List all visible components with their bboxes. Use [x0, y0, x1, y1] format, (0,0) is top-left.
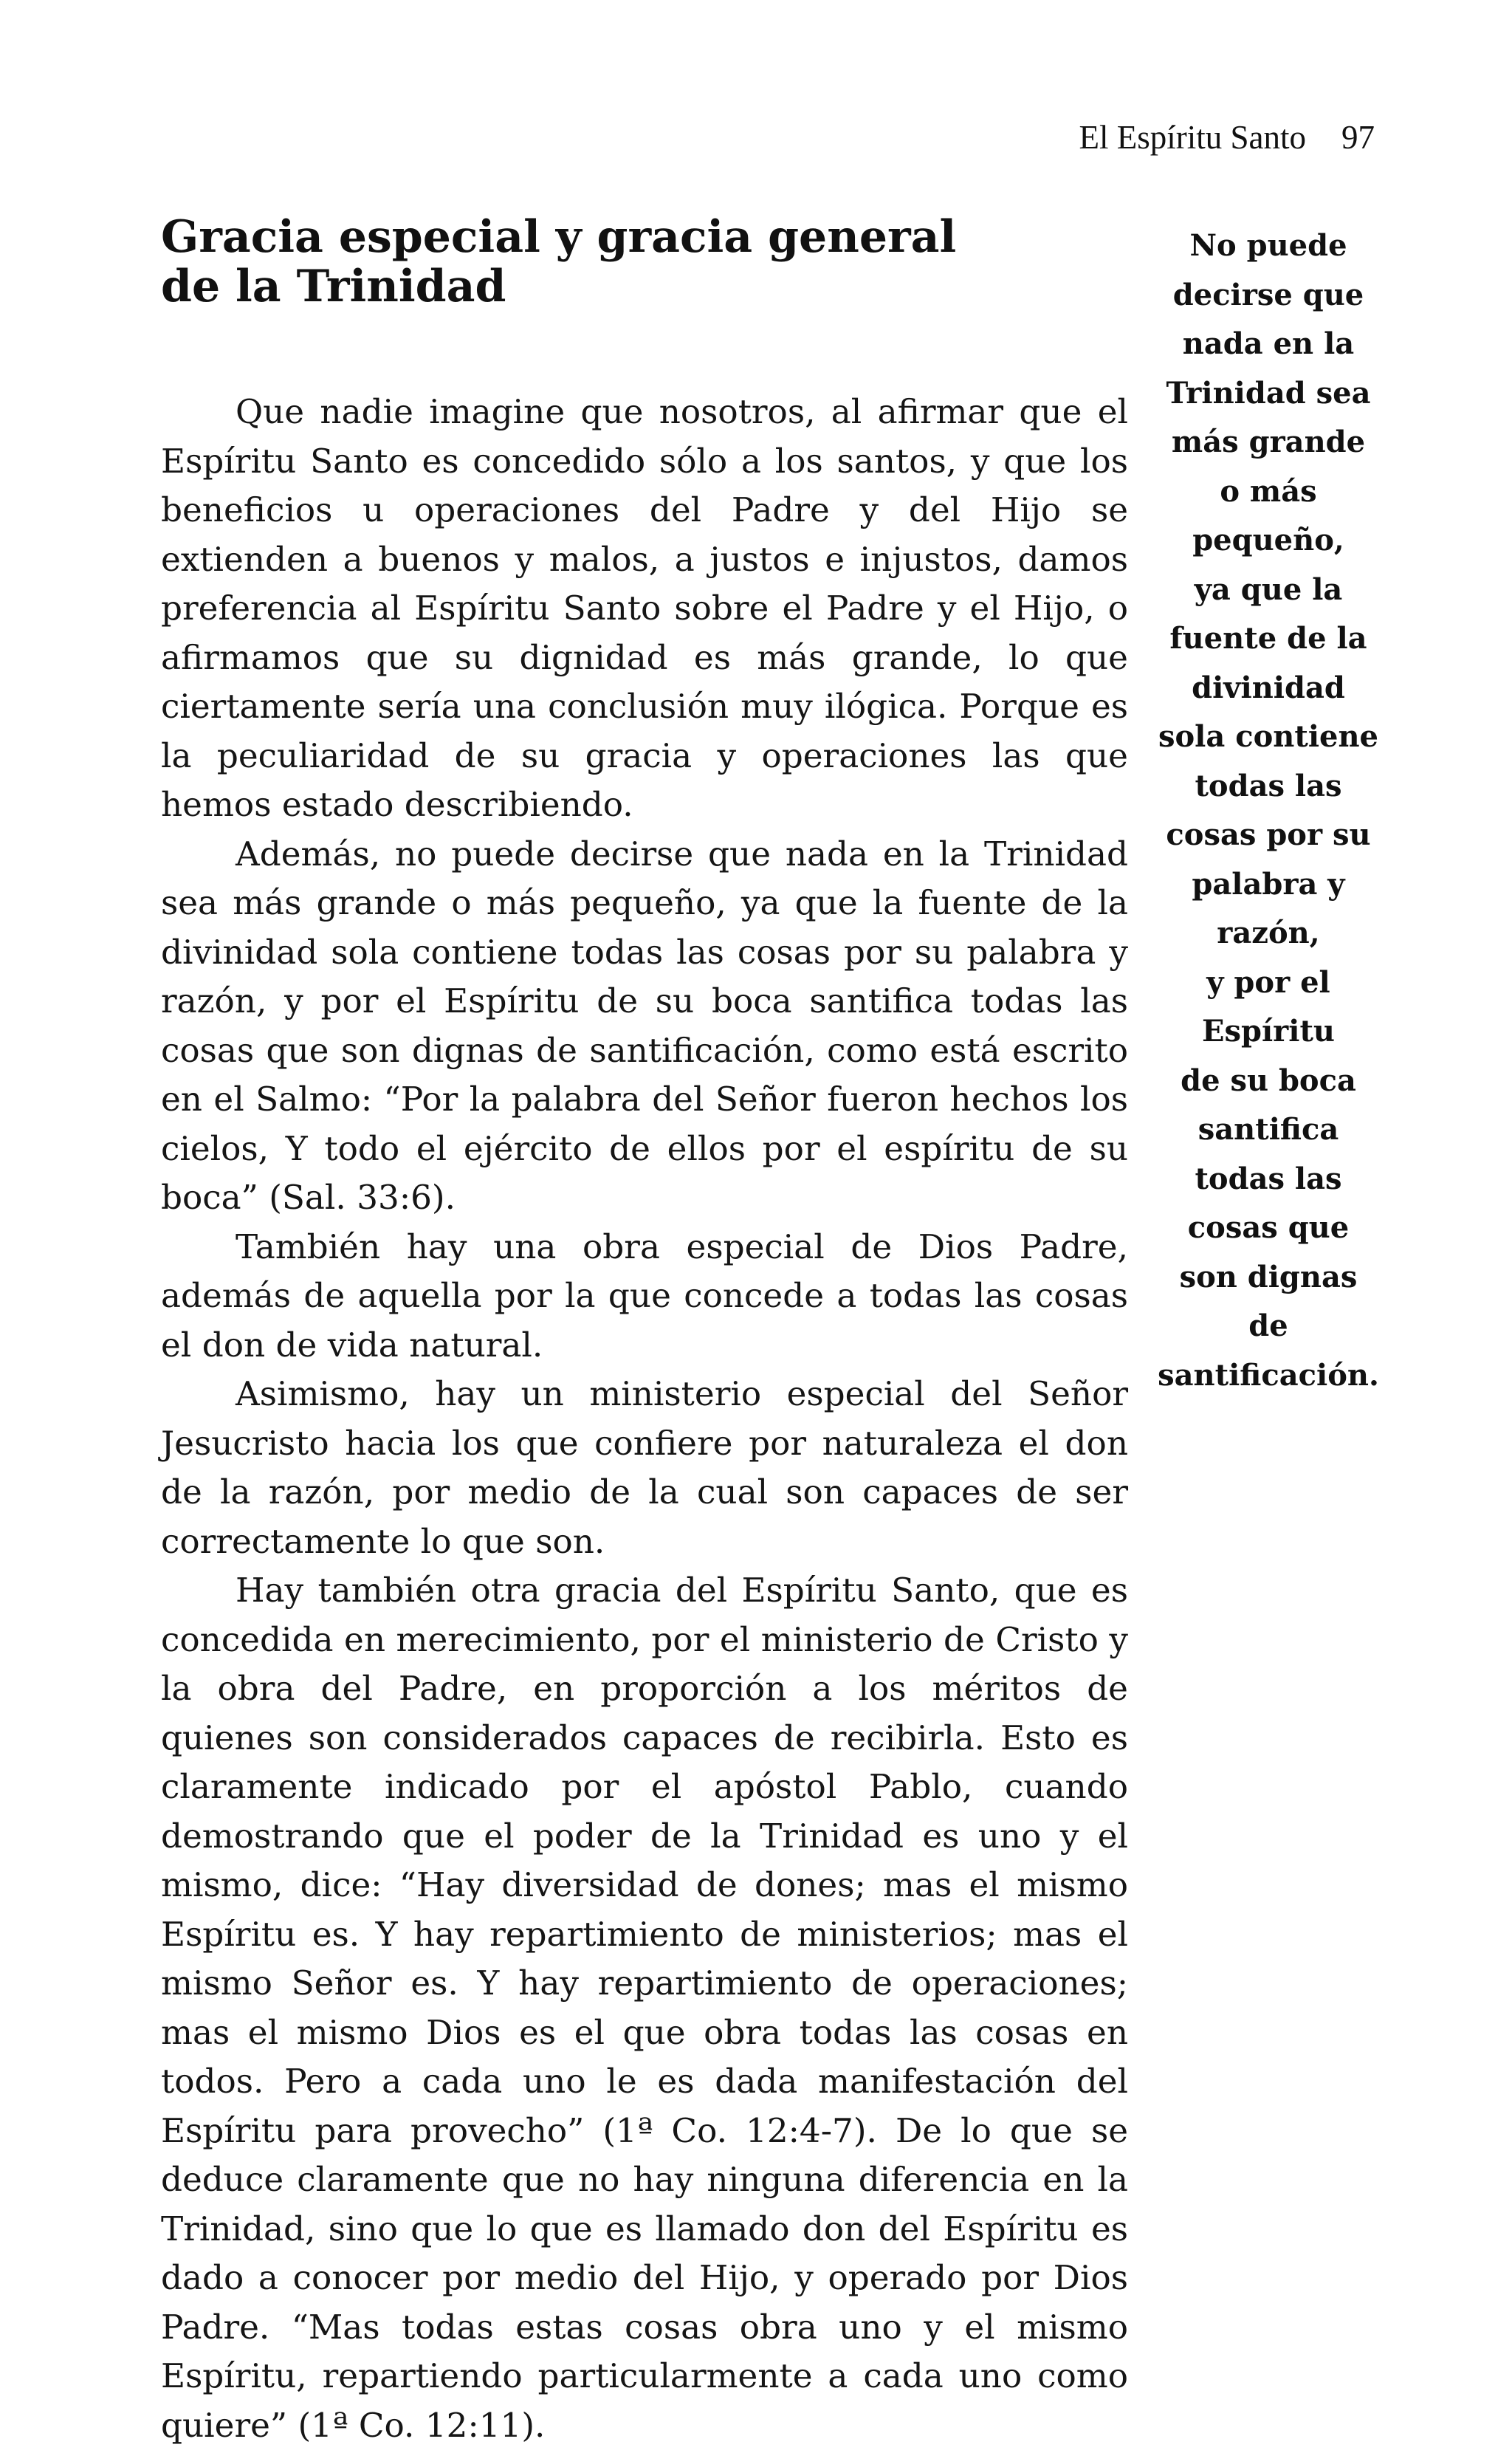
running-title: El Espíritu Santo: [1079, 119, 1306, 156]
pull-quote-line: santificación.: [1158, 1357, 1379, 1393]
pull-quote-line: divinidad: [1192, 670, 1345, 705]
pull-quote-line: ya que la: [1194, 572, 1343, 607]
pull-quote-line: sola contiene: [1158, 719, 1378, 754]
pull-quote-line: palabra y: [1192, 866, 1345, 902]
running-header: [1079, 117, 1375, 158]
page-number: 97: [1341, 119, 1375, 156]
paragraph-1: Que nadie imagine que nosotros, al afirmar que el Espíritu Santo es concedido sólo a los santos, y que los beneficios u operaciones del Padre y del Hijo se extienden a buenos y malos, a justos e injustos, damos preferencia al Espíritu Santo sobre el Padre y el Hijo, o afirmamos que su dignidad es más grande, lo que ciertamente sería una conclusión muy ilógica. Porque es la peculiaridad de su gracia y operaciones las que hemos estado describiendo.: [161, 392, 1128, 824]
pull-quote-line: todas las: [1195, 1161, 1342, 1196]
pull-quote-line: todas las: [1195, 768, 1342, 803]
section-title-line-2: de la Trinidad: [161, 261, 506, 312]
pull-quote-line: nada en la: [1182, 326, 1355, 361]
pull-quote-line: cosas que: [1187, 1210, 1350, 1245]
main-column: [161, 213, 1128, 2450]
pull-quote-line: santifica: [1197, 1112, 1339, 1147]
pull-quote-line: o más: [1220, 473, 1317, 509]
pull-quote: [1153, 222, 1384, 1400]
pull-quote-line: No puede: [1189, 228, 1347, 263]
pull-quote-line: y por el: [1206, 964, 1330, 1000]
paragraph-5: Hay también otra gracia del Espíritu Santo, que es concedida en merecimiento, por el ministerio de Cristo y la obra del Padre, en proporción a los méritos de quienes son considerados capaces de recibirla. Esto es claramente indicado por el apóstol Pablo, cuando demostrando que el poder de la Trinidad es uno y el mismo, dice: “Hay diversidad de dones; mas el mismo Espíritu es. Y hay repartimiento de ministerios; mas el mismo Señor es. Y hay repartimiento de operaciones; mas el mismo Dios es el que obra todas las cosas en todos. Pero a cada uno le es dada manifestación del Espíritu para provecho” (1ª Co. 12:4-7). De lo que se deduce claramente que no hay ninguna diferencia en la Trinidad, sino que lo que es llamado don del Espíritu es dado a conocer por medio del Hijo, y operado por Dios Padre. “Mas todas estas cosas obra uno y el mismo Espíritu, repartiendo particularmente a cada uno como quiere” (1ª Co. 12:11).: [161, 1571, 1128, 2445]
pull-quote-line: razón,: [1217, 916, 1320, 950]
body-text: [161, 388, 1128, 2450]
pull-quote-line: son dignas: [1179, 1259, 1358, 1294]
paragraph-3: También hay una obra especial de Dios Padre, además de aquella por la que concede a todas las cosas el don de vida natural.: [161, 1226, 1128, 1365]
pull-quote-line: pequeño,: [1192, 523, 1344, 558]
paragraph-2: Además, no puede decirse que nada en la Trinidad sea más grande o más pequeño, ya que la fuente de la divinidad sola contiene todas las cosas por su palabra y razón, y por el Espíritu de su boca santifica todas las cosas que son dignas de santificación, como está escrito en el Salmo: “Por la palabra del Señor fueron hechos los cielos, Y todo el ejército de ellos por el espíritu de su boca” (Sal. 33:6).: [161, 834, 1128, 1217]
pull-quote-line: cosas por su: [1166, 817, 1371, 852]
section-title: [161, 213, 1128, 312]
pull-quote-line: Espíritu: [1202, 1014, 1335, 1049]
pull-quote-line: decirse que: [1172, 277, 1364, 312]
pull-quote-line: fuente de la: [1169, 621, 1367, 656]
section-title-line-1: Gracia especial y gracia general: [161, 211, 957, 263]
pull-quote-line: de su boca: [1181, 1063, 1356, 1098]
pull-quote-line: de: [1248, 1308, 1288, 1343]
pull-quote-line: más grande: [1171, 425, 1366, 459]
paragraph-4: Asimismo, hay un ministerio especial del Señor Jesucristo hacia los que confiere por naturaleza el don de la razón, por medio de la cual son capaces de ser correctamente lo que son.: [161, 1374, 1128, 1561]
pull-quote-line: Trinidad sea: [1166, 375, 1371, 411]
